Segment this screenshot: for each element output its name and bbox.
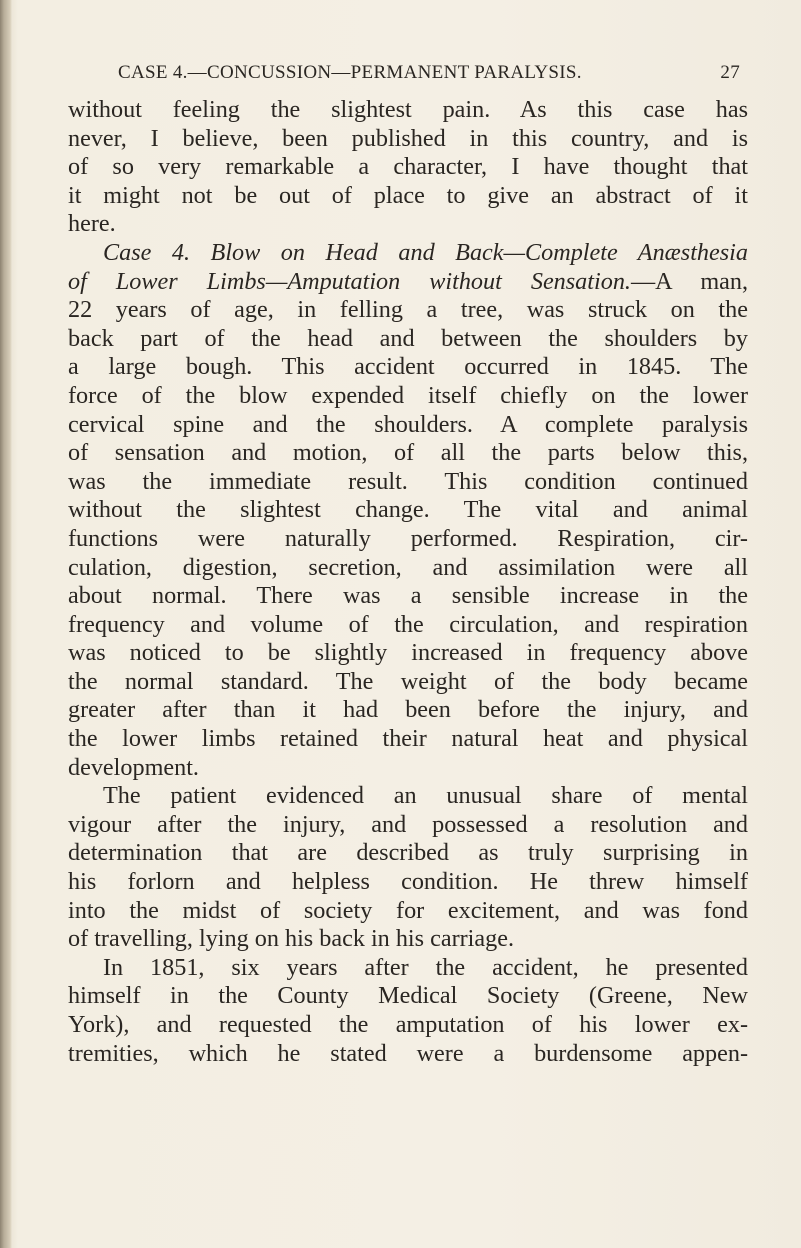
text-line: it might not be out of place to give an abstract of it [68,181,748,209]
body-text [68,96,748,1068]
page-header [118,62,740,94]
case-heading-italic: of Lower Limbs—Amputation without Sensation. [68,267,631,295]
text-line: functions were naturally performed. Respiration, cir- [68,524,748,552]
text-line: without feeling the slightest pain. As this case has [68,96,748,123]
text-line: of sensation and motion, of all the parts below this, [68,439,748,467]
case-heading-line [68,239,748,268]
text-line: was noticed to be slightly increased in frequency above [68,639,748,667]
text-line: York), and requested the amputation of his lower ex- [68,1011,748,1038]
text-line: a large bough. This accident occurred in 1845. The [68,353,748,381]
text-line: tremities, which he stated were a burdensome appen- [68,1039,748,1067]
text-line: culation, digestion, secretion, and assimilation were all [68,553,748,581]
case-heading-italic: Case 4. Blow on Head and Back—Complete Anæsthesia [103,238,748,266]
text-line: of so very remarkable a character, I have thought that [68,153,748,181]
text-line: 22 years of age, in felling a tree, was struck on the [68,296,748,324]
case-heading-line [68,268,748,297]
text-line: the normal standard. The weight of the body became [68,667,748,695]
text-line: frequency and volume of the circulation, and respiration [68,610,748,638]
page-number: 27 [720,62,740,83]
text-line: never, I believe, been published in this country, and is [68,124,748,152]
text-line: greater after than it had been before the injury, and [68,696,748,724]
text-line: his forlorn and helpless condition. He threw himself [68,868,748,896]
text-line: about normal. There was a sensible increase in the [68,582,748,610]
text-line: cervical spine and the shoulders. A complete paralysis [68,410,748,438]
text-line: himself in the County Medical Society (Greene, New [68,982,748,1010]
text-line: without the slightest change. The vital and animal [68,496,748,524]
text-line: determination that are described as truly surprising in [68,839,748,867]
text-line: of travelling, lying on his back in his carriage. [68,925,515,953]
page-binding-edge [0,0,12,1248]
text-line: into the midst of society for excitement, and was fond [68,896,748,924]
text-line: the lower limbs retained their natural heat and physical [68,725,748,753]
text-line: development. [68,753,199,781]
text-line: force of the blow expended itself chiefly on the lower [68,381,748,409]
text-line: back part of the head and between the shoulders by [68,324,748,352]
text-line: here. [68,210,116,238]
text-line: vigour after the injury, and possessed a resolution and [68,810,748,838]
case-heading-rest: —A man, [630,267,749,295]
running-head: CASE 4.—CONCUSSION—PERMANENT PARALYSIS. [118,62,582,83]
text-line: The patient evidenced an unusual share of mental [103,782,748,810]
text-line: In 1851, six years after the accident, he presented [103,953,748,981]
text-line: was the immediate result. This condition continued [68,467,748,495]
